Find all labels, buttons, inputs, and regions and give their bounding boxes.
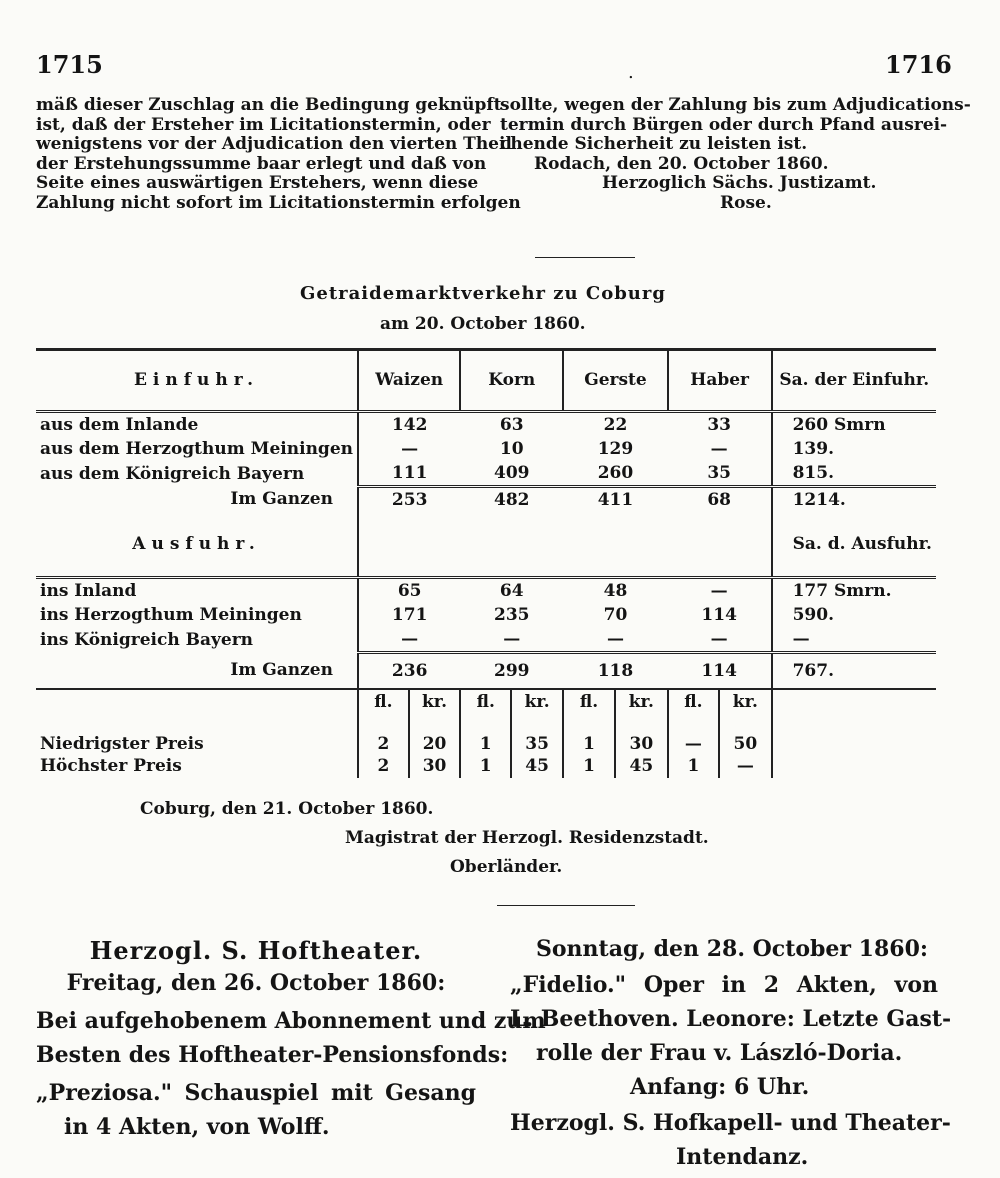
cell: 177 Smrn.	[772, 578, 936, 604]
cell: 1	[668, 754, 719, 778]
table-row	[36, 578, 936, 604]
cell: 1214.	[772, 487, 936, 513]
grain-subtitle: am 20. October 1860.	[380, 314, 586, 334]
cell: —	[772, 627, 936, 653]
row-label: ins Inland	[40, 581, 137, 601]
text-line: wenigstens vor der Adjudication den vierten Theil	[36, 134, 512, 154]
cell: 2	[358, 714, 409, 754]
price-row	[36, 714, 936, 754]
unit-label: fl.	[358, 689, 409, 714]
table-row	[36, 603, 936, 627]
cell: 45	[511, 754, 563, 778]
cell: 114	[701, 605, 737, 625]
cell: 1	[563, 754, 615, 778]
empty-cell	[772, 689, 936, 714]
cell: 260 Smrn	[772, 412, 936, 438]
cell: 299	[460, 653, 563, 689]
performance-date: Sonntag, den 28. October 1860:	[536, 936, 929, 962]
cell: 253	[358, 487, 460, 513]
table-row	[36, 627, 936, 653]
text-line: termin durch Bürgen oder durch Pfand ausrei-	[500, 114, 948, 135]
theater-right-notice	[510, 936, 952, 1178]
cell: —	[606, 629, 624, 649]
theater-title: Herzogl. S. Hoftheater.	[89, 936, 423, 965]
grain-authority: Magistrat der Herzogl. Residenzstadt.	[345, 828, 709, 848]
unit-label: fl.	[460, 689, 511, 714]
cell: 22	[603, 415, 628, 435]
unit-label: kr.	[615, 689, 668, 714]
auction-right-column	[500, 95, 971, 213]
page-number-left: 1715	[36, 50, 103, 79]
unit-row	[36, 689, 936, 714]
empty-cell	[358, 512, 772, 578]
table-row	[36, 412, 936, 438]
place-date: Rodach, den 20. October 1860.	[534, 153, 829, 174]
cell: 236	[358, 653, 460, 689]
row-label: aus dem Herzogthum Meiningen	[40, 439, 353, 459]
text-line: sollte, wegen der Zahlung bis zum Adjudications-	[500, 95, 971, 115]
unit-label: kr.	[719, 689, 772, 714]
text-line: „Fidelio." Oper in 2 Akten, von	[510, 972, 938, 998]
barley-header: Gerste	[563, 350, 668, 412]
cell: —	[503, 629, 521, 649]
performance-date: Freitag, den 26. October 1860:	[66, 970, 446, 996]
cell: 118	[563, 653, 668, 689]
cell: 767.	[772, 653, 936, 689]
cell: 64	[499, 581, 524, 601]
cell: —	[710, 581, 728, 601]
cell: 139.	[772, 437, 936, 461]
cell: 1	[563, 714, 615, 754]
cell: 68	[668, 487, 772, 513]
cell: 65	[358, 578, 460, 604]
row-label: Im Ganzen	[230, 660, 333, 680]
row-label: Höchster Preis	[40, 755, 182, 776]
cell: 171	[358, 603, 460, 627]
cell: 50	[719, 714, 772, 754]
cell: 114	[668, 653, 772, 689]
cell: 260	[597, 463, 634, 483]
unit-label: fl.	[563, 689, 615, 714]
cell: 30	[615, 714, 668, 754]
unit-label: kr.	[511, 689, 563, 714]
cell: 35	[707, 463, 731, 483]
cell: 48	[603, 581, 628, 601]
cell: 33	[707, 415, 731, 435]
table-row	[36, 437, 936, 461]
export-header-row	[36, 512, 936, 578]
row-label: Niedrigster Preis	[40, 733, 204, 754]
oats-header: Haber	[668, 350, 772, 412]
import-sum-header: Sa. der Einfuhr.	[772, 350, 936, 412]
row-label: aus dem Königreich Bayern	[40, 463, 305, 484]
cell: 411	[563, 487, 668, 513]
unit-label: fl.	[668, 689, 719, 714]
grain-market-table	[36, 350, 936, 778]
export-header: Ausfuhr.	[132, 534, 261, 554]
text-line: Herzogl. S. Hofkapell- und Theater-	[510, 1110, 951, 1136]
cell: 235	[494, 605, 530, 625]
theater-left-notice	[36, 936, 546, 1148]
row-label: aus dem Inlande	[40, 415, 199, 435]
text-line: Bei aufgehobenem Abonnement und zum	[36, 1008, 546, 1034]
cell: 142	[358, 412, 460, 438]
issuing-office: Herzoglich Sächs. Justizamt.	[602, 173, 877, 193]
text-line: in 4 Akten, von Wolff.	[64, 1114, 330, 1140]
total-row	[36, 653, 936, 689]
import-header: Einfuhr.	[133, 370, 260, 390]
total-row	[36, 487, 936, 513]
page-number-right: 1716	[885, 50, 952, 79]
start-time: Anfang: 6 Uhr.	[630, 1074, 810, 1100]
cell: —	[710, 439, 728, 459]
cell: 1	[460, 714, 511, 754]
cell: 482	[460, 487, 563, 513]
text-line: rolle der Frau v. László-Doria.	[536, 1040, 903, 1066]
empty-cell	[772, 714, 936, 754]
section-divider	[535, 257, 635, 258]
wheat-header: Waizen	[358, 350, 460, 412]
table-row	[36, 461, 936, 487]
cell: 590.	[772, 603, 936, 627]
text-line: der Erstehungssumme baar erlegt und daß von	[36, 153, 487, 174]
text-line: „Preziosa." Schauspiel mit Gesang	[36, 1080, 476, 1106]
text-line: Intendanz.	[676, 1144, 809, 1170]
cell: —	[358, 437, 460, 461]
cell: 20	[409, 714, 461, 754]
page-dot: .	[628, 62, 634, 83]
empty-cell	[772, 754, 936, 778]
cell: 63	[499, 415, 524, 435]
text-line: Seite eines auswärtigen Erstehers, wenn diese	[36, 173, 479, 193]
grain-place-date: Coburg, den 21. October 1860.	[140, 799, 434, 819]
export-sum-header: Sa. d. Ausfuhr.	[772, 512, 936, 578]
row-label: ins Herzogthum Meiningen	[40, 605, 302, 625]
cell: 111	[358, 461, 460, 487]
signature: Rose.	[720, 192, 772, 213]
section-divider	[497, 905, 635, 906]
cell: 1	[460, 754, 511, 778]
text-line: chende Sicherheit zu leisten ist.	[500, 134, 808, 154]
cell: —	[710, 629, 728, 649]
cell: —	[668, 714, 719, 754]
cell: 45	[615, 754, 668, 778]
text-line: ist, daß der Ersteher im Licitationstermin, oder	[36, 114, 491, 135]
text-line: Besten des Hoftheater-Pensionsfonds:	[36, 1042, 509, 1068]
cell: 30	[409, 754, 461, 778]
empty-cell	[36, 689, 358, 714]
cell: 129	[597, 439, 634, 459]
text-line: mäß dieser Zuschlag an die Bedingung geknüpft	[36, 95, 502, 115]
text-line: L. Beethoven. Leonore: Letzte Gast-	[510, 1006, 952, 1032]
grain-signature: Oberländer.	[450, 857, 563, 877]
header-row	[36, 350, 936, 412]
cell: 815.	[772, 461, 936, 487]
cell: 2	[358, 754, 409, 778]
grain-title: Getraidemarktverkehr zu Coburg	[300, 283, 666, 304]
cell: 10	[499, 439, 524, 459]
unit-label: kr.	[409, 689, 461, 714]
cell: 409	[494, 463, 530, 483]
auction-left-column	[36, 95, 521, 213]
cell: 35	[511, 714, 563, 754]
rye-header: Korn	[460, 350, 563, 412]
cell: 70	[603, 605, 628, 625]
cell: —	[719, 754, 772, 778]
row-label: Im Ganzen	[230, 489, 333, 510]
text-line: Zahlung nicht sofort im Licitationstermin erfolgen	[36, 192, 521, 213]
price-row	[36, 754, 936, 778]
row-label: ins Königreich Bayern	[40, 629, 254, 650]
cell: —	[358, 627, 460, 653]
